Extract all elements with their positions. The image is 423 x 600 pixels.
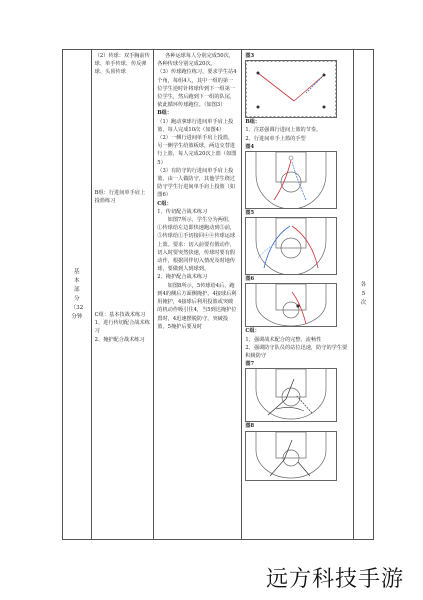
figure-c-req-2: 2、强调防守队员的站位迅速，防守的学生要积极防守 [245, 344, 348, 360]
c-drill-2: 2、掩护配合战术练习 [157, 274, 208, 281]
reps-label: 各 5 次 [360, 282, 367, 306]
layup-content: B组：行进间单手肩上投篮练习 [94, 189, 146, 204]
figure-6-diagram [245, 283, 337, 327]
lesson-table [62, 49, 374, 540]
a-intro: 各种运球每人分别完成50次，各种传球分别完成20次。 [157, 53, 234, 68]
c-drill-1: 1、传切配合战术练习 [157, 208, 208, 215]
lesson-plan-page [62, 49, 374, 540]
tactic-item-1: 1、进行传切配合战术练习 [94, 320, 150, 335]
tactic-content: C组：基本技战术练习 [94, 312, 146, 319]
figure-c-title: C组： [245, 328, 260, 335]
figure-8-diagram [245, 431, 337, 481]
a-drill: （3）传球跑位练习，要求学生站4个角，每组4人，其中一组的第一位学生逆时针将球传到下一组第一位学生，然后跑到下一组的队尾，依此循环传球跑位。（如图3） [157, 69, 237, 109]
section-cell [63, 50, 92, 540]
figure-3-diagram [245, 60, 337, 118]
figure-cell [242, 50, 353, 540]
figure-6-title: 图6 [245, 276, 255, 283]
figure-b-title: B组： [245, 119, 261, 126]
figure-7-diagram [245, 368, 337, 422]
figure-5-diagram [245, 217, 337, 275]
b-drill-3: （3）有防守的行进间单手肩上投篮，由一人做防守，其他学生绕过防守学生行进间单手肩上投篮（如图6） [157, 167, 236, 199]
c-drill-2-text: 如图8所示，5传球给4后，跑到4的侧后方面侧掩护，4接球后利用掩护，4接球后利用投篮或突破的机动作吸引住4，当5到达掩护位置时，4迅速摆脱防守，突破投篮，5掩护后要及时 [157, 282, 237, 330]
figure-4-diagram [245, 151, 337, 209]
b-drill-2: （2）一侧行进间单手肩上投篮，另一侧学生给篮板球，两边交替进行上篮，每人完成20次上篮（如图5） [157, 135, 237, 166]
b-title: B组： [157, 110, 173, 117]
watermark-text: 远方科技手游 [266, 567, 405, 592]
figure-8-title: 图8 [245, 423, 255, 430]
figure-4-title: 图4 [245, 143, 255, 150]
method-cell [154, 50, 242, 540]
figure-b-req-2: 2、行进间单手上篮的手型 [245, 135, 306, 142]
c-title: C组： [157, 200, 172, 207]
figure-5-title: 图5 [245, 210, 255, 217]
tactic-item-2: 2、掩护配合战术练习 [94, 336, 145, 343]
pass-content: （2）传球：双手胸前传球、单手传球、传反弹球、头顶传球 [94, 53, 150, 76]
b-drill-1: （1）跑动拿球行进间单手肩上投篮，每人完成10次（如图4） [157, 118, 234, 133]
content-cell [91, 50, 154, 540]
figure-c-req-1: 1、强调战术配合的完整、流畅性 [245, 336, 322, 343]
figure-7-title: 图7 [245, 361, 255, 368]
figure-3-title: 图3 [245, 53, 255, 59]
figure-b-req-1: 1、注意强调行进间上篮的节奏。 [245, 127, 322, 134]
c-drill-1-text: 如图7所示，学生分为两组，①传球给左边即快速跑动到⑤前，⑤传球给①手切接回④④传球运球上篮。要求：切入前要有假动作，切入时要突然快速，传球时要有假动作，根据同伴切入情况及时地传球，要做到人到球到。 [157, 217, 236, 273]
reps-cell [353, 50, 373, 540]
section-label: 基 本 部 分 （32 分钟 [70, 268, 84, 320]
